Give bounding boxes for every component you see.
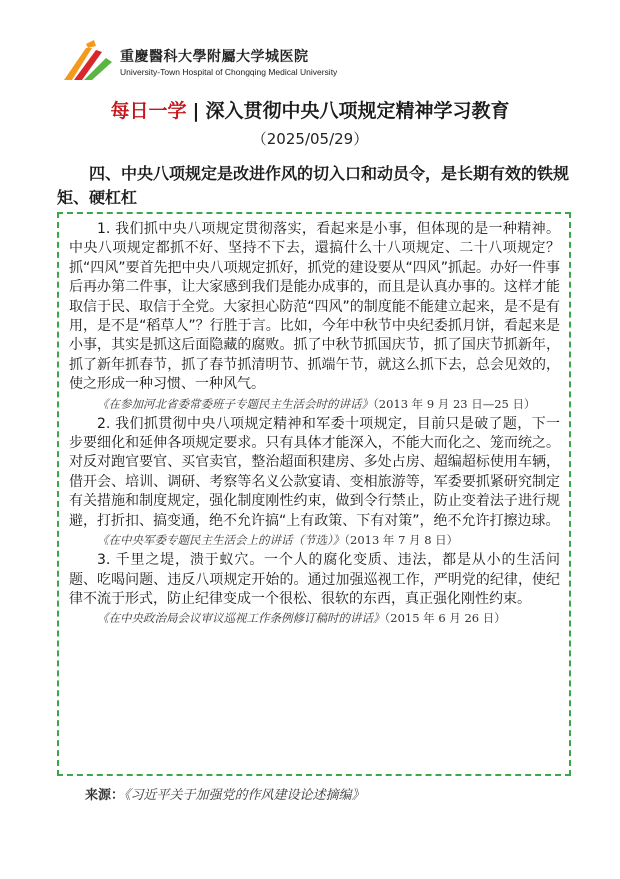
source-date-1: （2013 年 9 月 23 日—25 日） bbox=[373, 396, 536, 411]
footer-label: 来源： bbox=[85, 788, 125, 803]
hospital-header bbox=[62, 38, 382, 84]
source-title-3: 《在中央政治局会议审议巡视工作条例修订稿时的讲话》 bbox=[97, 611, 385, 626]
quote-source-3 bbox=[69, 609, 560, 628]
column-name: 每日一学 bbox=[110, 100, 187, 122]
source-date-2: （2013 年 7 月 8 日） bbox=[344, 533, 459, 548]
quote-source-1 bbox=[69, 395, 560, 414]
source-date-3: （2015 年 6 月 26 日） bbox=[384, 611, 506, 626]
hospital-name-cn: 重慶醫科大學附屬大学城医院 bbox=[120, 49, 309, 65]
title-main: 深入贯彻中央八项规定精神学习教育 bbox=[205, 100, 510, 122]
hospital-name-en: University-Town Hospital of Chongqing Medical University bbox=[120, 67, 338, 77]
quote-paragraph-1: 1. 我们抓中央八项规定贯彻落实，看起来是小事，但体现的是一种精神。中央八项规定都抓不好、坚持不下去，還搞什么十八项规定、二十八项规定？抓“四风”要首先把中央八项规定抓好，抓党的建设要从“四风”抓起。办好一件事后再办第二件事，让大家感到我们是能办成事的，而且是认真办事的。这样才能取信于民、取信于全党。大家担心防范“四风”的制度能不能建立起来，是不是有用，是不是“稻草人”？行胜于言。比如，今年中秋节中央纪委抓月饼，看起来是小事，其实是抓这后面隐藏的腐败。抓了中秋节抓国庆节，抓了国庆节抓新年，抓了新年抓春节，抓了春节抓清明节、抓端午节，就这么抓下去，总会见效的，使之形成一种习惯、一种风气。 bbox=[69, 221, 561, 393]
footer-book: 《习近平关于加强党的作风建设论述摘编》 bbox=[124, 788, 365, 803]
source-footer bbox=[85, 784, 365, 803]
hospital-logo-icon bbox=[62, 40, 116, 84]
section-heading: 四、中央八项规定是改进作风的切入口和动员令，是长期有效的铁规矩、硬杠杠 bbox=[57, 164, 570, 207]
quote-paragraph-2: 2. 我们抓贯彻中央八项规定精神和军委十项规定，目前只是破了题，下一步要细化和延伸各项规定要求。只有具体才能深入，不能大而化之、笼而统之。对反对跑官要官、买官卖官，整治超面积建房、多处占房、超编超标使用车辆，借开会、培训、调研、考察等名义公款宴请、变相旅游等，军委要抓紧研究制定有关措施和制度规定，强化制度刚性约束，做到令行禁止，防止变着法子进行规避，打折扣、搞变通，绝不允许搞“上有政策、下有对策”，绝不允许打擦边球。 bbox=[69, 415, 560, 529]
quote-source-2 bbox=[69, 531, 560, 550]
title-separator: | bbox=[192, 100, 200, 122]
publish-date: （2025/05/29） bbox=[251, 130, 369, 148]
source-title-2: 《在中央军委专题民主生活会上的讲话（节选）》 bbox=[97, 533, 345, 548]
page-title bbox=[0, 96, 620, 123]
quote-paragraph-3: 3. 千里之堤，溃于蚁穴。一个人的腐化变质、违法，都是从小的生活问题、吃喝问题、违反八项规定开始的。通过加强巡视工作，严明党的纪律，使纪律不流于形式，防止纪律变成一个很松、很软的东西，真正强化刚性约束。 bbox=[69, 552, 560, 607]
quote-box bbox=[57, 212, 571, 776]
source-title-1: 《在参加河北省委常委班子专题民主生活会时的讲话》 bbox=[97, 396, 373, 411]
